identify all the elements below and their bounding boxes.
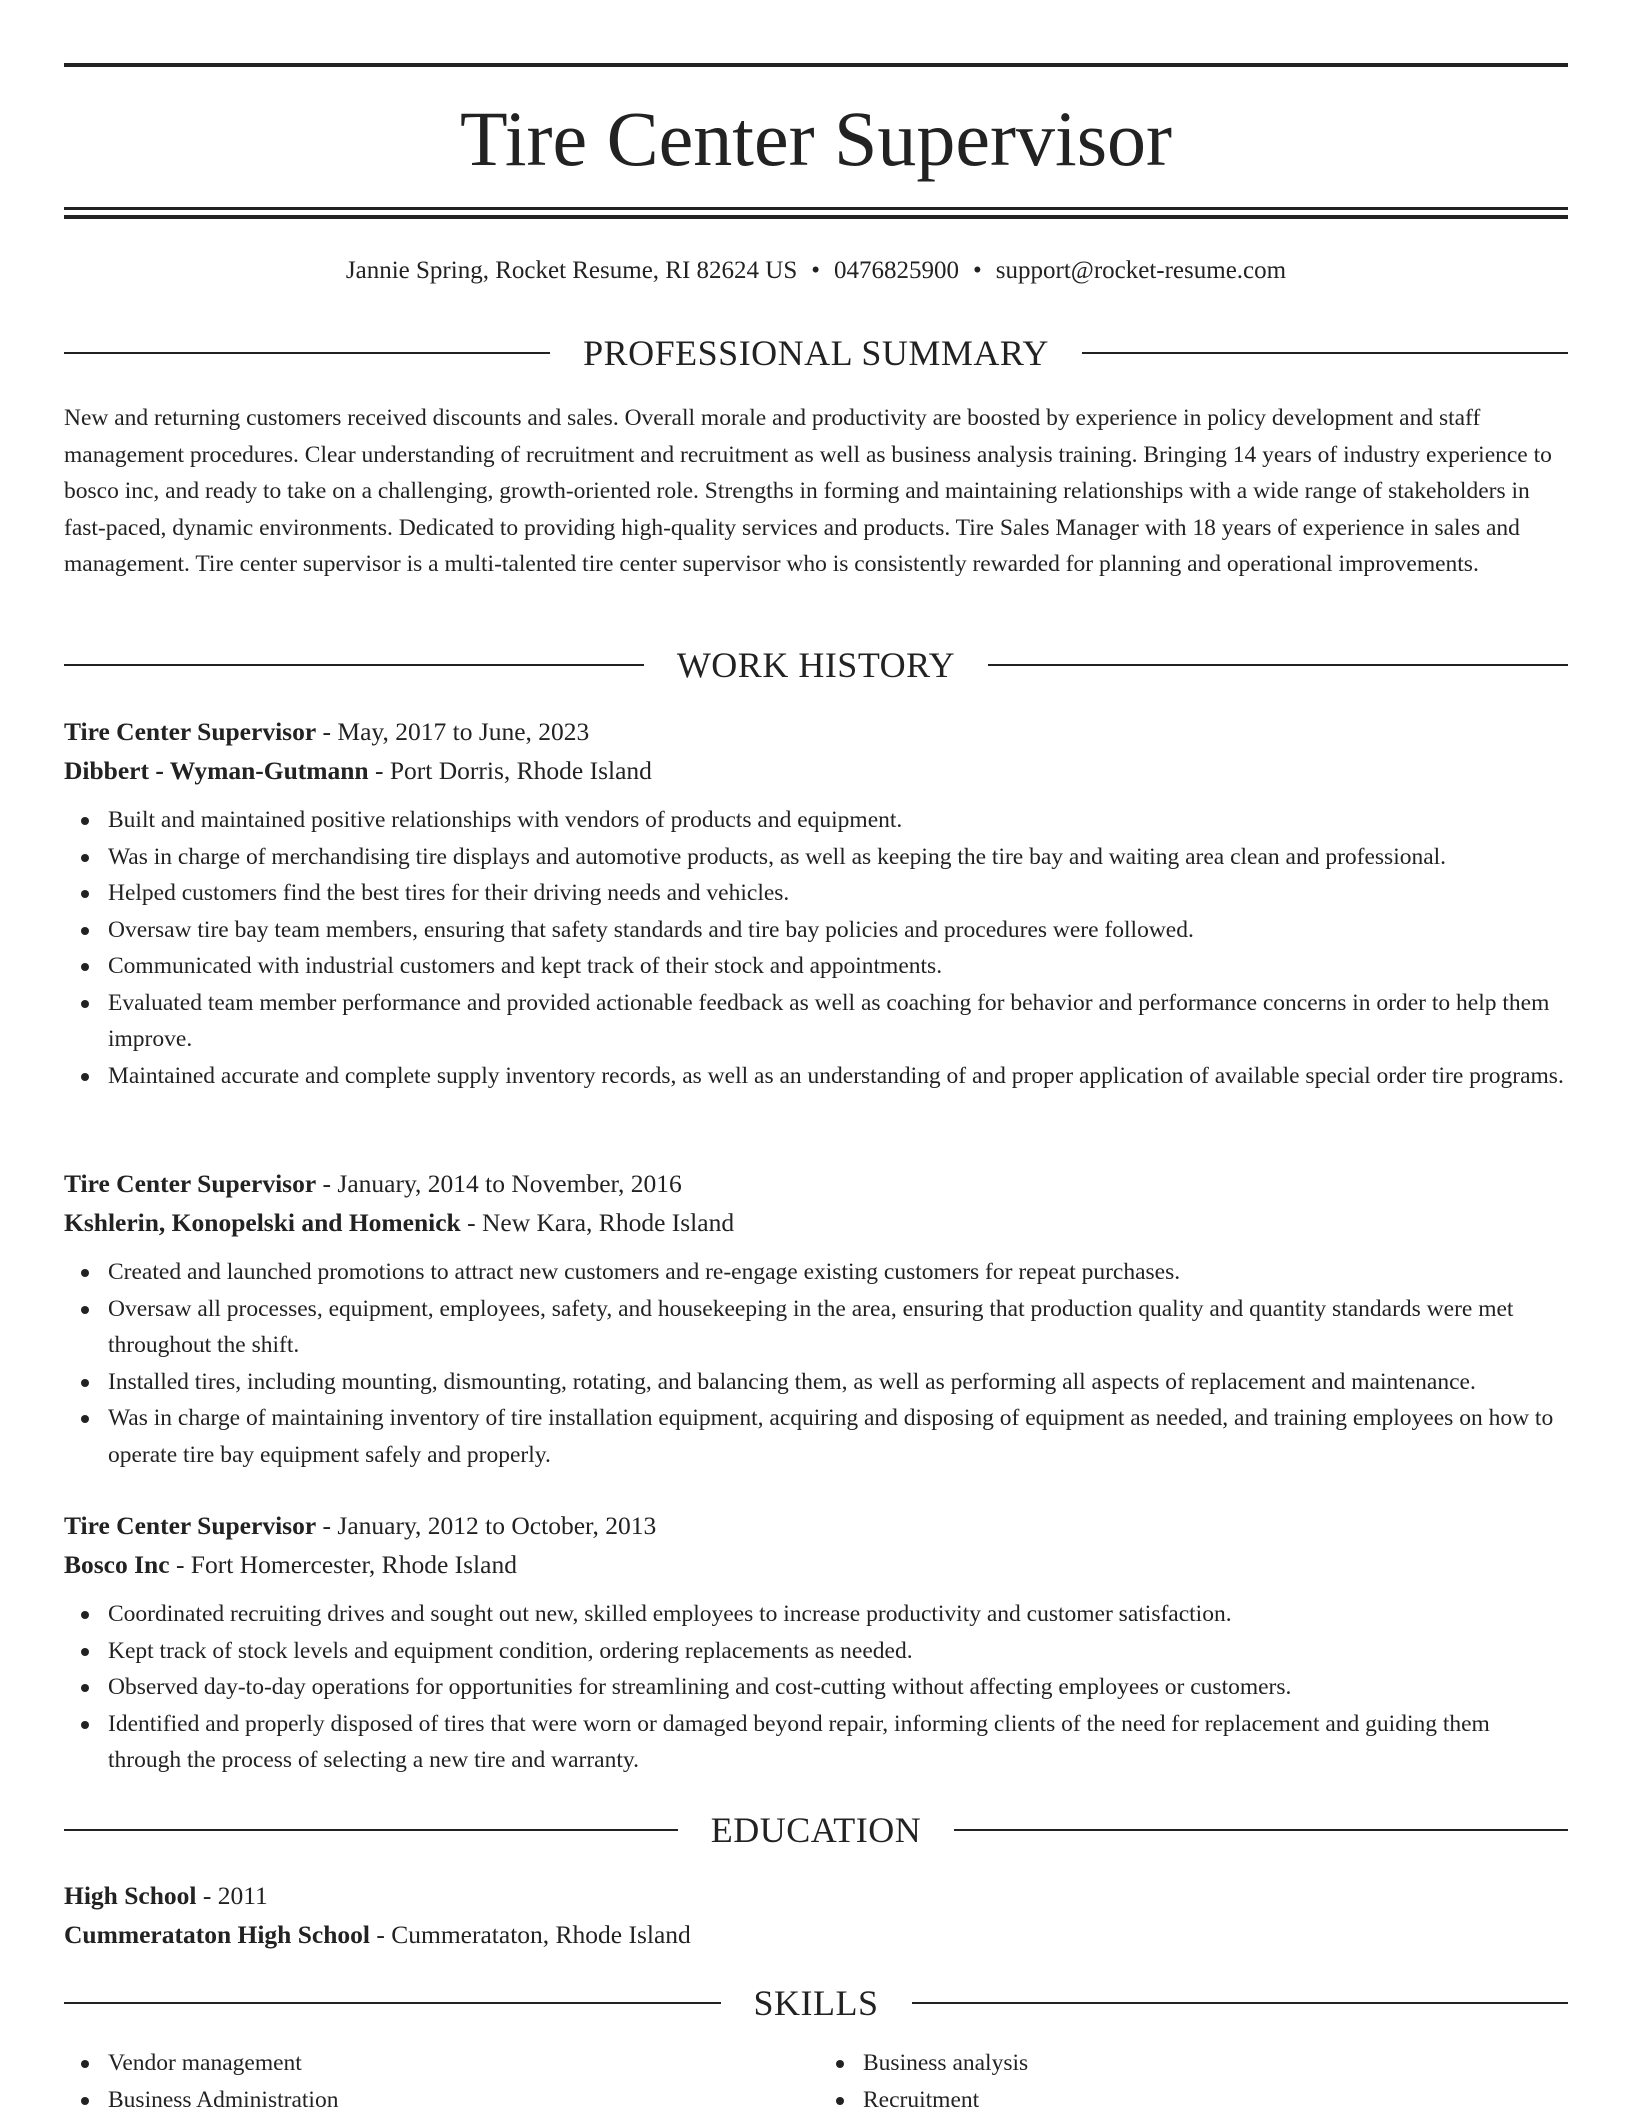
job-bullet: Kept track of stock levels and equipment condition, ordering replacements as needed.: [108, 1633, 1568, 1670]
skills-column-right: [808, 2045, 1563, 2118]
contact-separator: •: [811, 254, 820, 288]
heading-rule: [954, 1829, 1568, 1831]
title-rule-upper: [64, 207, 1568, 210]
job-title: Tire Center Supervisor: [64, 717, 316, 746]
resume-title: Tire Center Supervisor: [64, 92, 1568, 186]
job-bullet: Oversaw all processes, equipment, employees, safety, and housekeeping in the area, ensuring that production quality and quantity standards were met throughout the shift.: [108, 1291, 1568, 1364]
job-company-line: [64, 1203, 1568, 1242]
job-dates: - January, 2012 to October, 2013: [316, 1511, 656, 1540]
skill-item: Vendor management: [108, 2045, 808, 2082]
education-degree-line: [64, 1876, 1568, 1915]
section-title: WORK HISTORY: [644, 645, 988, 685]
job-dates: - January, 2014 to November, 2016: [316, 1169, 682, 1198]
heading-rule: [912, 2002, 1569, 2004]
job-entry: [64, 1164, 1568, 1473]
heading-rule: [64, 664, 644, 666]
job-company-line: [64, 1545, 1568, 1584]
contact-line: [64, 254, 1568, 288]
section-heading-summary: [64, 333, 1568, 373]
education-entry: [64, 1876, 1568, 1954]
job-company: Bosco Inc: [64, 1550, 170, 1579]
job-bullet: Identified and properly disposed of tires that were worn or damaged beyond repair, informing clients of the need for replacement and guiding them through the process of selecting a new tire and warranty.: [108, 1706, 1568, 1779]
education-school-line: [64, 1915, 1568, 1954]
job-company: Kshlerin, Konopelski and Homenick: [64, 1208, 461, 1237]
job-dates: - May, 2017 to June, 2023: [316, 717, 589, 746]
job-bullet: Built and maintained positive relationships with vendors of products and equipment.: [108, 802, 1568, 839]
contact-separator: •: [973, 254, 982, 288]
title-rule-lower: [64, 215, 1568, 219]
job-bullet: Created and launched promotions to attract new customers and re-engage existing customers for repeat purchases.: [108, 1254, 1568, 1291]
skills-column-left: [64, 2045, 808, 2118]
job-bullet: Was in charge of merchandising tire displays and automotive products, as well as keeping the tire bay and waiting area clean and professional.: [108, 839, 1568, 876]
heading-rule: [988, 664, 1568, 666]
skills-list: [64, 2045, 1568, 2118]
heading-rule: [1082, 352, 1568, 354]
section-title: PROFESSIONAL SUMMARY: [550, 333, 1082, 373]
job-title-line: [64, 1164, 1568, 1203]
job-bullet: Coordinated recruiting drives and sought out new, skilled employees to increase productivity and customer satisfaction.: [108, 1596, 1568, 1633]
job-company: Dibbert - Wyman-Gutmann: [64, 756, 369, 785]
job-bullets: [64, 1596, 1568, 1779]
top-rule: [64, 63, 1568, 67]
job-entry: [64, 1506, 1568, 1779]
contact-email[interactable]: support@rocket-resume.com: [996, 257, 1286, 284]
job-bullets: [64, 1254, 1568, 1473]
skill-item: Recruitment: [863, 2082, 1563, 2118]
job-bullet: Evaluated team member performance and provided actionable feedback as well as coaching for behavior and performance concerns in order to help them improve.: [108, 985, 1568, 1058]
education-school: Cummerataton High School: [64, 1920, 370, 1949]
job-bullet: Communicated with industrial customers and kept track of their stock and appointments.: [108, 948, 1568, 985]
contact-address: Jannie Spring, Rocket Resume, RI 82624 US: [346, 257, 797, 284]
section-title: SKILLS: [721, 1983, 912, 2023]
education-year: - 2011: [197, 1881, 268, 1910]
skill-item: Business analysis: [863, 2045, 1563, 2082]
job-title-line: [64, 1506, 1568, 1545]
job-title-line: [64, 712, 1568, 751]
job-title: Tire Center Supervisor: [64, 1511, 316, 1540]
job-entry: [64, 712, 1568, 1094]
job-bullet: Installed tires, including mounting, dismounting, rotating, and balancing them, as well as performing all aspects of replacement and maintenance.: [108, 1364, 1568, 1401]
job-company-line: [64, 751, 1568, 790]
section-heading-education: [64, 1810, 1568, 1850]
heading-rule: [64, 352, 550, 354]
summary-text: New and returning customers received discounts and sales. Overall morale and productivity are boosted by experience in policy development and staff management procedures. Clear understanding of recruitment and recruitment as well as business analysis training. Bringing 14 years of industry experience to bosco inc, and ready to take on a challenging, growth-oriented role. Strengths in forming and maintaining relationships with a wide range of stakeholders in fast-paced, dynamic environments. Dedicated to providing high-quality services and products. Tire Sales Manager with 18 years of experience in sales and management. Tire center supervisor is a multi-talented tire center supervisor who is consistently rewarded for planning and operational improvements.: [64, 400, 1568, 583]
job-bullet: Helped customers find the best tires for their driving needs and vehicles.: [108, 875, 1568, 912]
heading-rule: [64, 2002, 721, 2004]
job-bullet: Was in charge of maintaining inventory of tire installation equipment, acquiring and disposing of equipment as needed, and training employees on how to operate tire bay equipment safely and properly.: [108, 1400, 1568, 1473]
education-degree: High School: [64, 1881, 197, 1910]
job-bullets: [64, 802, 1568, 1094]
section-heading-work: [64, 645, 1568, 685]
skill-item: Business Administration: [108, 2082, 808, 2118]
job-location: - Port Dorris, Rhode Island: [369, 756, 652, 785]
contact-phone: 0476825900: [834, 257, 959, 284]
job-bullet: Observed day-to-day operations for opportunities for streamlining and cost-cutting without affecting employees or customers.: [108, 1669, 1568, 1706]
section-heading-skills: [64, 1983, 1568, 2023]
section-title: EDUCATION: [678, 1810, 954, 1850]
heading-rule: [64, 1829, 678, 1831]
job-title: Tire Center Supervisor: [64, 1169, 316, 1198]
job-bullet: Maintained accurate and complete supply inventory records, as well as an understanding of and proper application of available special order tire programs.: [108, 1058, 1568, 1095]
education-location: - Cummerataton, Rhode Island: [370, 1920, 691, 1949]
job-location: - New Kara, Rhode Island: [461, 1208, 734, 1237]
job-location: - Fort Homercester, Rhode Island: [170, 1550, 517, 1579]
job-bullet: Oversaw tire bay team members, ensuring that safety standards and tire bay policies and procedures were followed.: [108, 912, 1568, 949]
